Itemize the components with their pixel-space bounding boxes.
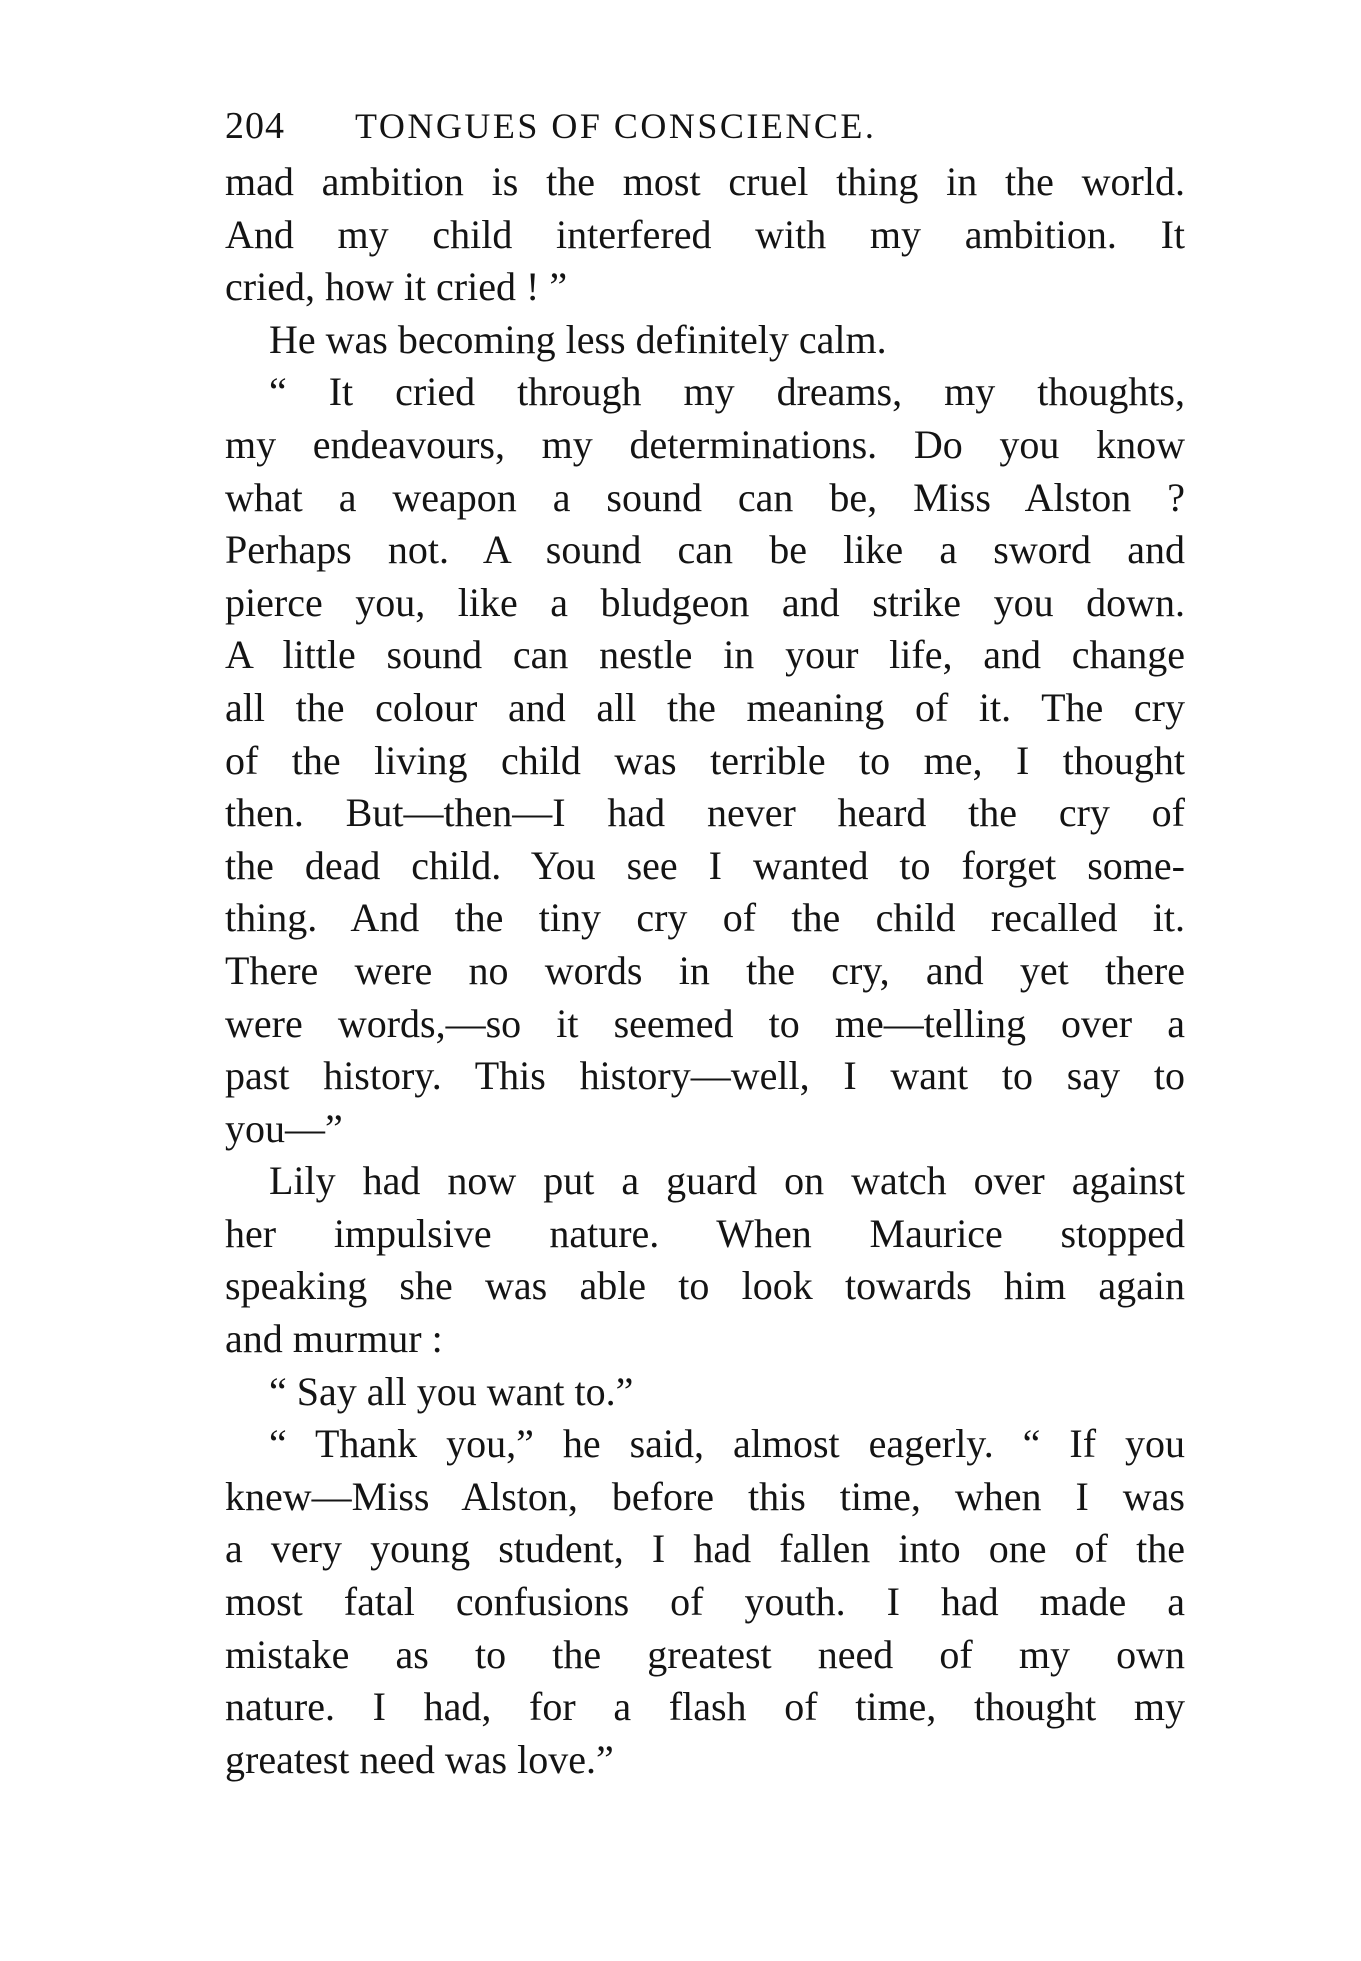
text-line: And my child interfered with my ambition. It [225, 211, 1185, 257]
text-line: most fatal confusions of youth. I had made a [225, 1579, 1185, 1625]
text-line: speaking she was able to look towards him again [225, 1263, 1185, 1309]
running-title: TONGUES OF CONSCIENCE. [355, 106, 877, 146]
text-line: all the colour and all the meaning of it. The cry [225, 684, 1185, 730]
text-line: knew—Miss Alston, before this time, when I was [225, 1473, 1185, 1519]
text-line: A little sound can nestle in your life, and change [225, 632, 1185, 678]
text-line: then. But—then—I had never heard the cry of [225, 790, 1185, 836]
text-line: mad ambition is the most cruel thing in the world. [225, 159, 1185, 204]
text-line: nature. I had, for a flash of time, thought my [225, 1684, 1185, 1730]
text-line: her impulsive nature. When Maurice stopped [225, 1210, 1185, 1256]
text-line: Perhaps not. A sound can be like a sword and [225, 527, 1185, 573]
text-line: Lily had now put a guard on watch over against [269, 1158, 1185, 1204]
text-line: pierce you, like a bludgeon and strike you down. [225, 579, 1185, 625]
text-line: you—” [225, 1105, 343, 1151]
text-line: what a weapon a sound can be, Miss Alston ? [225, 474, 1185, 520]
text-line: “ Thank you,” he said, almost eagerly. “ If you [269, 1421, 1185, 1467]
text-line: greatest need was love.” [225, 1736, 614, 1782]
text-line: cried, how it cried ! ” [225, 264, 568, 310]
text-line: “ Say all you want to.” [269, 1368, 634, 1414]
text-line: and murmur : [225, 1316, 443, 1362]
text-line: the dead child. You see I wanted to forget some- [225, 842, 1185, 888]
text-line: There were no words in the cry, and yet there [225, 947, 1185, 993]
text-line: past history. This history—well, I want to say to [225, 1053, 1185, 1099]
running-head [225, 96, 1185, 156]
body-text [225, 156, 1185, 1786]
page-number: 204 [225, 105, 285, 147]
text-line: my endeavours, my determinations. Do you know [225, 421, 1185, 467]
text-line: He was becoming less definitely calm. [269, 316, 887, 362]
book-page [225, 96, 1185, 1786]
text-line: a very young student, I had fallen into one of the [225, 1526, 1185, 1572]
text-line: “ It cried through my dreams, my thoughts, [269, 369, 1185, 415]
text-line: mistake as to the greatest need of my own [225, 1631, 1185, 1677]
text-line: were words,—so it seemed to me—telling over a [225, 1000, 1185, 1046]
text-line: of the living child was terrible to me, I thought [225, 737, 1185, 783]
text-line: thing. And the tiny cry of the child recalled it. [225, 895, 1185, 941]
